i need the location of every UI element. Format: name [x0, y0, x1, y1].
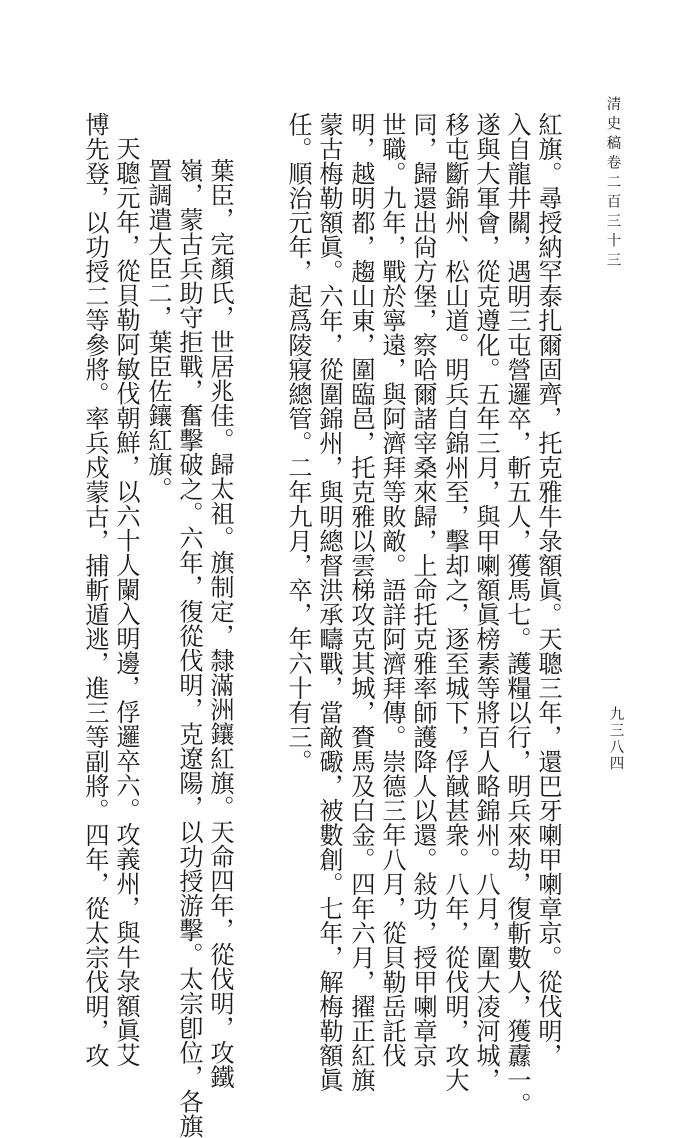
text-column: 同，歸還出尙方堡，察哈爾諸宰桑來歸，上命托克雅率師護降人以還。敍功，授甲喇章京: [409, 112, 437, 1068]
text-column: 嶺，蒙古兵助守拒戰，奮擊破之。六年，復從伐明，克遼陽，以功授游擊。太宗卽位，各旗: [175, 158, 203, 1138]
text-column: 蒙古梅勒額眞。六年，從圍錦州，與明總督洪承疇戰，當敵礮，被數創。七年，解梅勒額眞: [315, 112, 343, 1092]
page-number: 九三八四: [607, 706, 624, 772]
text-column: 置調遣大臣二，葉臣佐鑲紅旗。: [144, 158, 172, 501]
text-column: 遂與大軍會，從克遵化。五年三月，與甲喇額眞榜素等將百人略錦州。八月，圍大凌河城，: [472, 112, 500, 1092]
text-column: 入自龍井關，遇明三屯營邏卒，斬五人，獲馬七。護糧以行，明兵來劫，復斬數人，獲纛一。: [503, 112, 531, 1117]
book-title-header: 清史稿卷二百三十三: [604, 96, 621, 272]
text-column: 紅旗。尋授納罕泰扎爾固齊，托克雅牛彔額眞。天聰三年，還巴牙喇甲喇章京。從伐明，: [534, 112, 562, 1068]
text-column: 明，越明都，趨山東，圍臨邑，托克雅以雲梯攻克其城，賚馬及白金。四年六月，擢正紅旗: [347, 112, 375, 1092]
text-column: 移屯斷錦州、松山道。明兵自錦州至，擊却之，逐至城下，俘馘甚衆。八年，從伐明，攻大: [441, 112, 469, 1092]
text-column: 世職。九年，戰於寧遠，與阿濟拜等敗敵。語詳阿濟拜傳。崇德三年八月，從貝勒岳託伐: [378, 112, 406, 1068]
text-column: 任。順治元年，起爲陵寢總管。二年九月，卒，年六十有三。: [284, 112, 312, 774]
text-column: 葉臣，完顏氏，世居兆佳。歸太祖。旗制定，隸滿洲鑲紅旗。天命四年，從伐明，攻鐵: [206, 158, 234, 1089]
text-column: 博先登，以功授二等參將。率兵戍蒙古，捕斬遁逃，進三等副將。四年，從太宗伐明，攻: [81, 112, 109, 1068]
text-column: 天聰元年，從貝勒阿敏伐朝鮮，以六十人闌入明邊，俘邏卒六。攻義州，與牛彔額眞艾: [112, 136, 140, 1067]
